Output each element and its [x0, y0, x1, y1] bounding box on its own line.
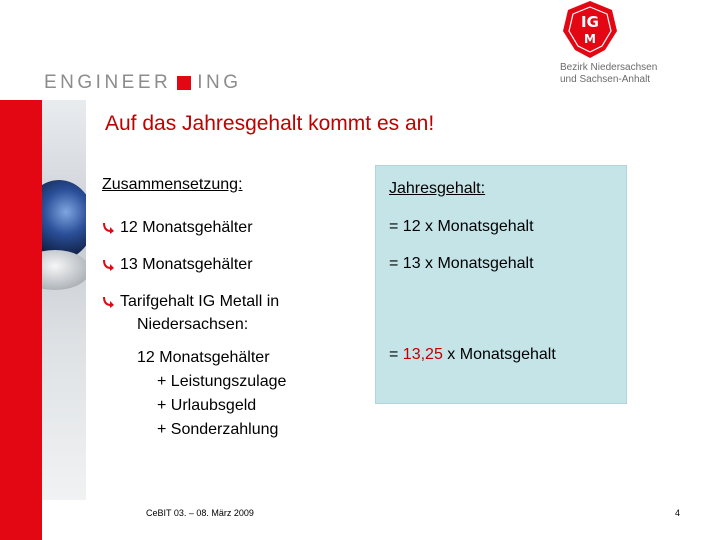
sub-holiday-pay: + Urlaubsgeld	[157, 397, 257, 414]
item-12-salaries: 12 Monatsgehälter	[120, 219, 253, 236]
red-side-bar	[0, 100, 42, 540]
sub-12-salaries: 12 Monatsgehälter	[137, 349, 270, 366]
logo-text-left: ENGINEER	[44, 72, 172, 93]
page-title: Auf das Jahresgehalt kommt es an!	[105, 112, 435, 135]
region-label	[560, 62, 700, 86]
result-panel	[375, 165, 627, 404]
logo-text-right: ING	[197, 72, 242, 93]
logo-red-square	[177, 76, 191, 90]
region-line-2: und Sachsen-Anhalt	[560, 74, 651, 85]
svg-text:M: M	[584, 32, 596, 46]
ig-metall-logo-icon	[562, 0, 618, 60]
sub-special-payment: + Sonderzahlung	[157, 421, 279, 438]
event-footer: CeBIT 03. – 08. März 2009	[146, 508, 254, 518]
knob-ring	[42, 250, 86, 290]
region-line-1: Bezirk Niedersachsen	[560, 62, 658, 73]
annual-salary-heading: Jahresgehalt:	[389, 180, 486, 197]
formula-prefix: =	[389, 346, 403, 363]
sub-performance-bonus: + Leistungszulage	[157, 373, 287, 390]
arrow-bullet-icon	[101, 258, 115, 272]
item-tariff-line-1: Tarifgehalt IG Metall in	[120, 293, 280, 310]
annual-12-formula: = 12 x Monatsgehalt	[389, 218, 534, 235]
knob-photo	[42, 100, 86, 500]
formula-suffix: x Monatsgehalt	[442, 346, 556, 363]
composition-heading: Zusammensetzung:	[102, 176, 243, 193]
item-13-salaries: 13 Monatsgehälter	[120, 256, 253, 273]
knob-cap	[42, 180, 86, 260]
annual-tariff-formula	[389, 346, 556, 364]
svg-text:IG: IG	[581, 13, 599, 31]
arrow-bullet-icon	[101, 221, 115, 235]
annual-13-formula: = 13 x Monatsgehalt	[389, 255, 534, 272]
engineering-logo	[44, 72, 242, 94]
page-number: 4	[675, 508, 681, 518]
arrow-bullet-icon	[101, 295, 115, 309]
item-tariff-line-2: Niedersachsen:	[137, 316, 249, 333]
factor-value: 13,25	[402, 346, 443, 363]
